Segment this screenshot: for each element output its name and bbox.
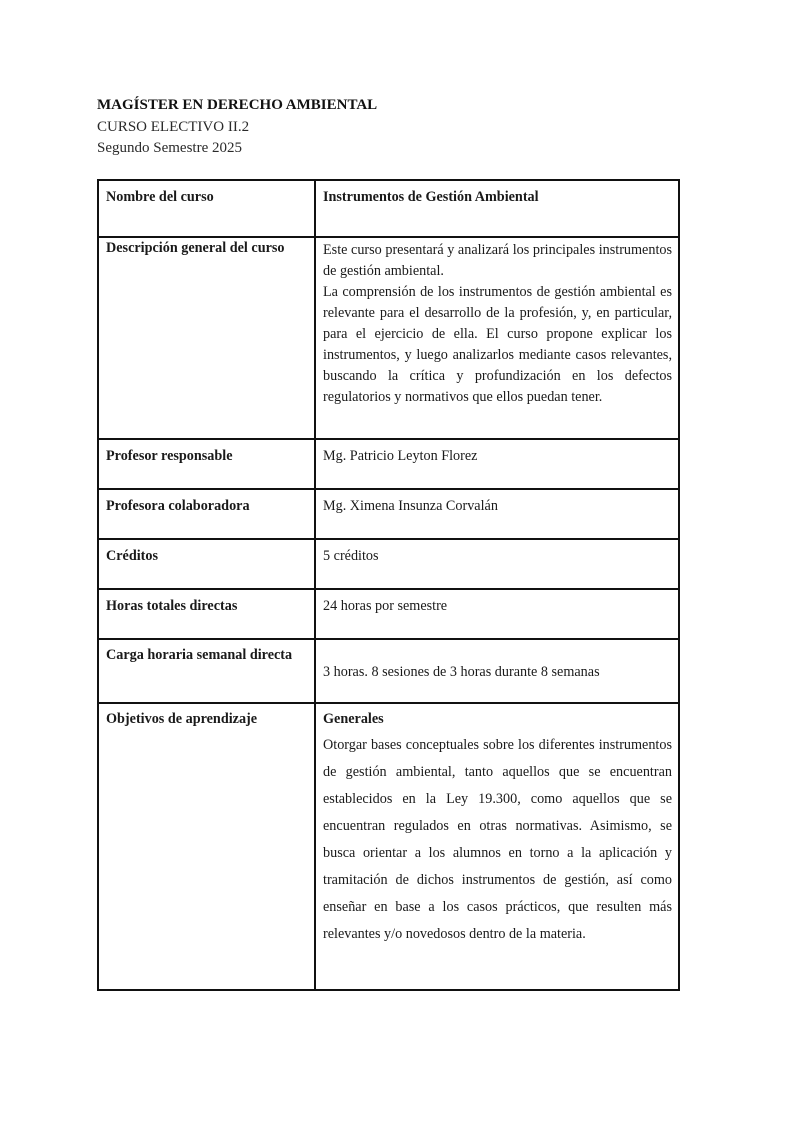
- objectives-label: Objetivos de aprendizaje: [98, 703, 315, 990]
- description-value: [315, 237, 679, 439]
- program-title: MAGÍSTER EN DERECHO AMBIENTAL: [97, 97, 378, 113]
- weekly-load-label: Carga horaria semanal directa: [98, 639, 315, 703]
- total-hours-label: Horas totales directas: [98, 589, 315, 639]
- credits-value: 5 créditos: [315, 539, 679, 589]
- objectives-cell: [315, 703, 679, 990]
- professor-label: Profesor responsable: [98, 439, 315, 489]
- weekly-load-value: 3 horas. 8 sesiones de 3 horas durante 8 semanas: [323, 664, 600, 680]
- total-hours-value: 24 horas por semestre: [315, 589, 679, 639]
- objectives-text: Otorgar bases conceptuales sobre los diferentes instrumentos de gestión ambiental, tanto aquellos que se encuentran establecidos en la Ley 19.300, como aquellos que se encuentran regulados en otras normativas. Asimismo, se busca orientar a los alumnos en torno a la aplicación y tramitación de dichos instrumentos de gestión, así como enseñar en base a los casos prácticos, que resulten más relevantes y/o novedosos dentro de la materia.: [323, 737, 672, 942]
- table-row: [98, 489, 679, 539]
- table-row: [98, 589, 679, 639]
- credits-label: Créditos: [98, 539, 315, 589]
- course-name-value: Instrumentos de Gestión Ambiental: [315, 180, 679, 237]
- collaborator-value: Mg. Ximena Insunza Corvalán: [315, 489, 679, 539]
- professor-value: Mg. Patricio Leyton Florez: [315, 439, 679, 489]
- description-paragraph-1: Este curso presentará y analizará los principales instrumentos de gestión ambiental.: [323, 242, 672, 279]
- table-row: [98, 439, 679, 489]
- table-row: [98, 180, 679, 237]
- semester: Segundo Semestre 2025: [97, 140, 242, 156]
- table-row: [98, 539, 679, 589]
- weekly-load-cell: [315, 639, 679, 703]
- objectives-heading: Generales: [323, 711, 384, 727]
- description-paragraph-2: La comprensión de los instrumentos de gestión ambiental es relevante para el desarrollo de la profesión, y, en particular, para el ejercicio de ella. El curso propone explicar los instrumentos, y luego analizarlos mediante casos relevantes, buscando la crítica y profundización en los defectos regulatorios y normativos que ellos puedan tener.: [323, 284, 672, 405]
- course-name-label: Nombre del curso: [98, 180, 315, 237]
- course-info-table: [97, 179, 680, 991]
- course-type: CURSO ELECTIVO II.2: [97, 118, 250, 135]
- description-label: Descripción general del curso: [98, 237, 315, 439]
- table-row: [98, 703, 679, 990]
- table-row: [98, 639, 679, 703]
- table-row: [98, 237, 679, 439]
- document-header: [97, 95, 377, 160]
- collaborator-label: Profesora colaboradora: [98, 489, 315, 539]
